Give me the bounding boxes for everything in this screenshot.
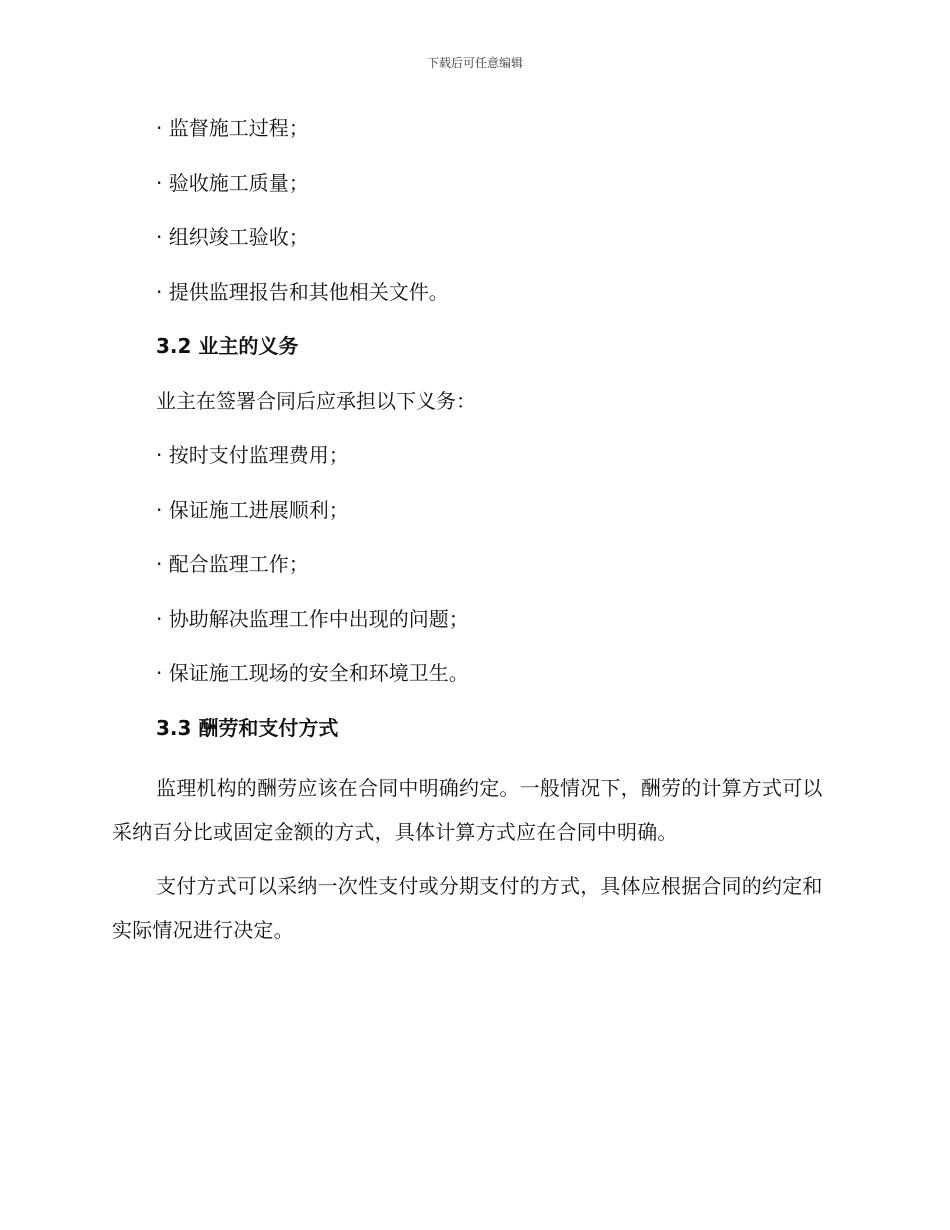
paragraph: 监理机构的酬劳应该在合同中明确约定。一般情况下，酬劳的计算方式可以采纳百分比或固定金额的方式，具体计算方式应在合同中明确。	[112, 776, 823, 844]
section-heading-3-2: 3.2 业主的义务	[156, 334, 299, 358]
section-heading-3-3: 3.3 酬劳和支付方式	[156, 715, 339, 740]
section-intro: 业主在签署合同后应承担以下义务：	[156, 388, 476, 413]
list-item: · 保证施工进展顺利；	[156, 497, 349, 522]
page-header: 下载后可任意编辑	[426, 56, 523, 70]
list-item: · 提供监理报告和其他相关文件。	[156, 279, 449, 304]
list-item: · 组织竣工验收；	[156, 225, 309, 249]
list-item: · 协助解决监理工作中出现的问题；	[156, 606, 469, 631]
document-body	[112, 112, 832, 962]
paragraph: 支付方式可以采纳一次性支付或分期支付的方式，具体应根据合同的约定和实际情况进行决定。	[112, 874, 823, 942]
list-item: · 验收施工质量；	[156, 170, 309, 195]
list-item: · 按时支付监理费用；	[156, 443, 349, 467]
list-item: · 监督施工过程；	[156, 116, 309, 140]
list-item: · 保证施工现场的安全和环境卫生。	[156, 661, 469, 685]
list-item: · 配合监理工作；	[156, 552, 309, 576]
